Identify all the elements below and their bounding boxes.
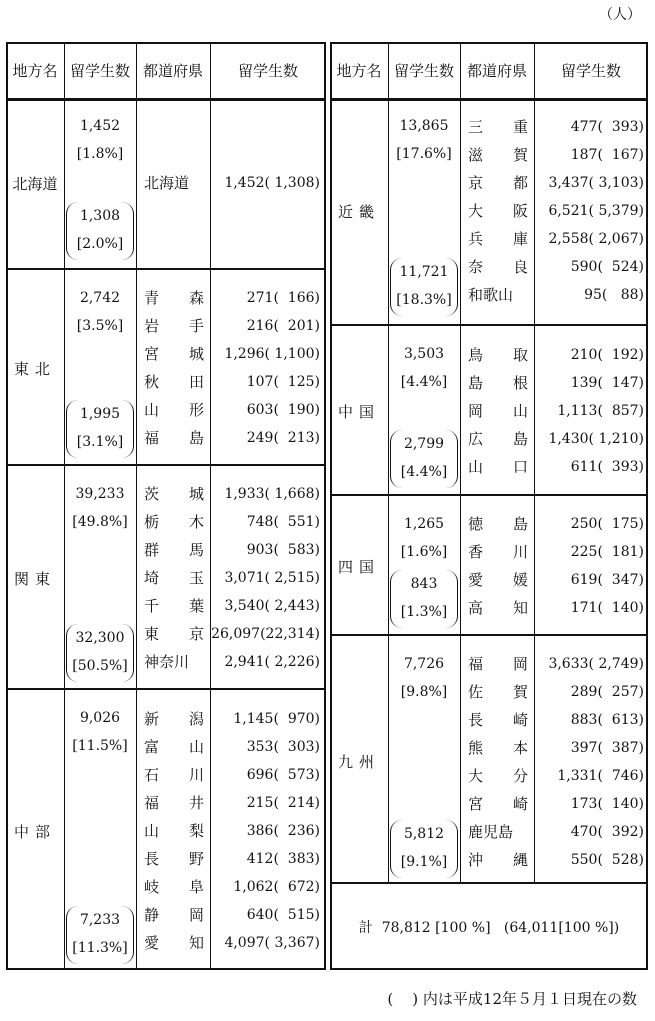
prefecture-label: 石 川: [144, 766, 204, 784]
region-total: 1,452: [79, 118, 121, 134]
prefecture-name: [460, 790, 532, 818]
prefecture-count: 353( 303): [246, 739, 320, 755]
prefecture-count: 1,452( 1,308): [224, 175, 320, 191]
footnote: ( ) 内は平成12年５月１日現在の数: [387, 990, 637, 1008]
prefecture-label: 三 重: [468, 118, 528, 136]
prefecture-label: 沖 縄: [468, 851, 528, 869]
header-students: 留学生数: [393, 61, 454, 80]
table-right-half: [330, 42, 648, 970]
region-previous: [390, 430, 458, 488]
prefecture-label: 福 島: [144, 429, 204, 447]
prefecture-label: 山 梨: [144, 822, 204, 840]
prefecture-count: 748( 551): [246, 514, 320, 530]
prefecture-label: 香 川: [468, 543, 528, 561]
region-total: 9,026: [79, 710, 121, 726]
prefecture-label: 奈 良: [468, 258, 528, 276]
prefecture-name: [136, 564, 208, 592]
prefecture-name: [460, 818, 532, 846]
prefecture-count: 640( 515): [246, 907, 320, 923]
prefecture-count: 173( 140): [570, 796, 644, 812]
prefecture-label: 大 分: [468, 767, 528, 785]
region-percent: [1.6%]: [400, 544, 448, 560]
prefecture-count: 3,633( 2,749): [548, 656, 644, 672]
prefecture-count: 1,113( 857): [557, 403, 644, 419]
previous-percent: [3.1%]: [76, 434, 124, 450]
prefecture-label: 福 井: [144, 794, 204, 812]
previous-total: 2,799: [403, 436, 445, 452]
prefecture-label: 北海道: [144, 174, 190, 192]
prefecture-name: [136, 536, 208, 564]
header-students: 留学生数: [69, 61, 130, 80]
region-percent: [17.6%]: [396, 146, 452, 162]
previous-percent: [1.3%]: [400, 604, 448, 620]
header-prefecture: 都道府県: [466, 61, 527, 80]
prefecture-label: 茨 城: [144, 485, 204, 503]
header-pref-students: 留学生数: [560, 61, 621, 80]
prefecture-label: 岩 手: [144, 317, 204, 335]
region-total: 7,726: [403, 656, 445, 672]
prefecture-label: 岡 山: [468, 402, 528, 420]
prefecture-label: 山 口: [468, 458, 528, 476]
prefecture-label: 埼 玉: [144, 569, 204, 587]
students-table: [6, 42, 648, 970]
prefecture-count: 250( 175): [570, 516, 644, 532]
table-left-half: [6, 42, 326, 970]
previous-percent: [18.3%]: [396, 292, 452, 308]
prefecture-label: 兵 庫: [468, 230, 528, 248]
prefecture-name: [460, 341, 532, 369]
previous-total: 7,233: [79, 912, 121, 928]
table-header-left: [6, 42, 326, 101]
prefecture-name: [460, 225, 532, 253]
prefecture-name: [136, 845, 208, 873]
region-percent: [49.8%]: [72, 514, 128, 530]
prefecture-count: 3,540( 2,443): [224, 598, 320, 614]
region-block: [6, 688, 326, 972]
prefecture-count: 470( 392): [570, 824, 644, 840]
prefecture-name: [136, 733, 208, 761]
unit-label: （人）: [599, 7, 641, 23]
region-block: [330, 634, 648, 886]
prefecture-count: 271( 166): [246, 290, 320, 306]
prefecture-name: [136, 705, 208, 733]
prefecture-name: [460, 538, 532, 566]
prefecture-name: [136, 648, 208, 676]
prefecture-name: [460, 281, 532, 309]
prefecture-count: 611( 393): [570, 459, 644, 475]
region-total: 13,865: [399, 118, 449, 134]
prefecture-count: 1,933( 1,668): [224, 486, 320, 502]
prefecture-name: [136, 620, 208, 648]
region-percent: [1.8%]: [76, 146, 124, 162]
prefecture-label: 京 都: [468, 174, 528, 192]
prefecture-name: [136, 929, 208, 957]
prefecture-label: 大 阪: [468, 202, 528, 220]
prefecture-label: 山 形: [144, 401, 204, 419]
region-name: 中国: [337, 402, 380, 421]
prefecture-label: 静 岡: [144, 906, 204, 924]
prefecture-label: 秋 田: [144, 373, 204, 391]
prefecture-label: 岐 阜: [144, 878, 204, 896]
prefecture-label: 神奈川: [144, 653, 190, 671]
region-block: [6, 98, 326, 268]
region-percent: [3.5%]: [76, 318, 124, 334]
prefecture-name: [460, 141, 532, 169]
prefecture-count: 139( 147): [570, 375, 644, 391]
prefecture-count: 2,941( 2,226): [224, 654, 320, 670]
prefecture-name: [136, 789, 208, 817]
table-header-right: [330, 42, 648, 101]
prefecture-name: [136, 340, 208, 368]
prefecture-name: [136, 368, 208, 396]
prefecture-label: 青 森: [144, 289, 204, 307]
prefecture-count: 903( 583): [246, 542, 320, 558]
prefecture-name: [460, 169, 532, 197]
previous-total: 5,812: [403, 826, 445, 842]
prefecture-label: 宮 崎: [468, 795, 528, 813]
prefecture-count: 187( 167): [570, 147, 644, 163]
prefecture-count: 1,331( 746): [557, 768, 644, 784]
header-region: 地方名: [336, 61, 382, 80]
region-total: 1,265: [403, 516, 445, 532]
prefecture-label: 栃 木: [144, 513, 204, 531]
prefecture-name: [136, 312, 208, 340]
region-block: [6, 464, 326, 690]
prefecture-count: 883( 613): [570, 712, 644, 728]
prefecture-count: 2,558( 2,067): [548, 231, 644, 247]
prefecture-count: 590( 524): [570, 259, 644, 275]
prefecture-name: [460, 650, 532, 678]
previous-percent: [2.0%]: [76, 236, 124, 252]
prefecture-name: [460, 706, 532, 734]
prefecture-count: 3,071( 2,515): [224, 570, 320, 586]
prefecture-label: 佐 賀: [468, 683, 528, 701]
prefecture-count: 1,296( 1,100): [224, 346, 320, 362]
prefecture-name: [460, 425, 532, 453]
prefecture-label: 長 崎: [468, 711, 528, 729]
prefecture-count: 386( 236): [246, 823, 320, 839]
prefecture-count: 225( 181): [570, 544, 644, 560]
prefecture-count: 210( 192): [570, 347, 644, 363]
header-pref-students: 留学生数: [237, 61, 298, 80]
prefecture-count: 249( 213): [246, 430, 320, 446]
prefecture-count: 215( 214): [246, 795, 320, 811]
prefecture-name: [136, 284, 208, 312]
prefecture-name: [460, 762, 532, 790]
prefecture-name: [136, 396, 208, 424]
prefecture-count: 3,437( 3,103): [548, 175, 644, 191]
prefecture-count: 216( 201): [246, 318, 320, 334]
region-block: [6, 268, 326, 466]
region-previous: [390, 258, 458, 316]
prefecture-count: 550( 528): [570, 852, 644, 868]
prefecture-name: [136, 508, 208, 536]
prefecture-count: 619( 347): [570, 572, 644, 588]
region-total: 3,503: [403, 346, 445, 362]
prefecture-label: 広 島: [468, 430, 528, 448]
previous-total: 1,308: [79, 208, 121, 224]
prefecture-name: [460, 253, 532, 281]
prefecture-name: [136, 592, 208, 620]
prefecture-label: 熊 本: [468, 739, 528, 757]
region-percent: [11.5%]: [72, 738, 128, 754]
prefecture-label: 鹿児島: [468, 823, 514, 841]
region-previous: [66, 624, 134, 682]
prefecture-label: 鳥 取: [468, 346, 528, 364]
prefecture-label: 宮 城: [144, 345, 204, 363]
prefecture-count: 95( 88): [584, 287, 644, 303]
prefecture-name: [460, 566, 532, 594]
prefecture-count: 1,430( 1,210): [548, 431, 644, 447]
prefecture-count: 6,521( 5,379): [548, 203, 644, 219]
prefecture-label: 群 馬: [144, 541, 204, 559]
region-previous: [66, 202, 134, 260]
previous-percent: [9.1%]: [400, 854, 448, 870]
prefecture-count: 412( 383): [246, 851, 320, 867]
prefecture-name: [460, 846, 532, 874]
prefecture-count: 477( 393): [570, 119, 644, 135]
header-prefecture: 都道府県: [142, 61, 203, 80]
prefecture-name: [136, 169, 208, 197]
region-name: 四国: [337, 557, 380, 576]
region-block: [330, 98, 648, 324]
region-percent: [9.8%]: [400, 684, 448, 700]
prefecture-name: [460, 197, 532, 225]
prefecture-name: [460, 678, 532, 706]
region-previous: [390, 820, 458, 878]
previous-percent: [11.3%]: [72, 940, 128, 956]
region-name: 北海道: [12, 174, 58, 193]
previous-total: 32,300: [75, 630, 125, 646]
prefecture-name: [460, 510, 532, 538]
prefecture-count: 289( 257): [570, 684, 644, 700]
region-name: 東北: [13, 359, 56, 378]
prefecture-label: 和歌山: [468, 286, 514, 304]
prefecture-count: 1,062( 672): [233, 879, 320, 895]
region-total: 39,233: [75, 486, 125, 502]
prefecture-label: 徳 島: [468, 515, 528, 533]
prefecture-count: 107( 125): [246, 374, 320, 390]
region-block: [330, 494, 648, 636]
prefecture-name: [136, 761, 208, 789]
prefecture-name: [460, 113, 532, 141]
prefecture-label: 富 山: [144, 738, 204, 756]
prefecture-label: 長 野: [144, 850, 204, 868]
region-block: [330, 324, 648, 496]
prefecture-count: 26,097(22,314): [211, 626, 320, 642]
prefecture-count: 603( 190): [246, 402, 320, 418]
region-total: 2,742: [79, 290, 121, 306]
prefecture-label: 千 葉: [144, 597, 204, 615]
region-previous: [390, 570, 458, 628]
prefecture-count: 1,145( 970): [233, 711, 320, 727]
prefecture-count: 696( 573): [246, 767, 320, 783]
prefecture-name: [460, 453, 532, 481]
prefecture-label: 愛 媛: [468, 571, 528, 589]
previous-percent: [50.5%]: [72, 658, 128, 674]
region-name: 九州: [337, 752, 380, 771]
region-previous: [66, 906, 134, 964]
prefecture-label: 東 京: [144, 625, 204, 643]
region-name: 中部: [13, 822, 56, 841]
prefecture-label: 新 潟: [144, 710, 204, 728]
previous-total: 11,721: [399, 264, 449, 280]
prefecture-label: 島 根: [468, 374, 528, 392]
prefecture-label: 福 岡: [468, 655, 528, 673]
region-percent: [4.4%]: [400, 374, 448, 390]
previous-percent: [4.4%]: [400, 464, 448, 480]
prefecture-name: [460, 734, 532, 762]
prefecture-name: [136, 901, 208, 929]
prefecture-name: [136, 817, 208, 845]
prefecture-name: [136, 424, 208, 452]
prefecture-count: 171( 140): [570, 600, 644, 616]
region-previous: [66, 400, 134, 458]
prefecture-count: 397( 387): [570, 740, 644, 756]
prefecture-name: [136, 480, 208, 508]
header-region: 地方名: [12, 61, 58, 80]
prefecture-name: [460, 369, 532, 397]
region-name: 近畿: [337, 202, 380, 221]
region-name: 関東: [13, 569, 56, 588]
previous-total: 1,995: [79, 406, 121, 422]
prefecture-label: 高 知: [468, 599, 528, 617]
prefecture-label: 愛 知: [144, 934, 204, 952]
prefecture-label: 滋 賀: [468, 146, 528, 164]
previous-total: 843: [410, 576, 438, 592]
prefecture-name: [136, 873, 208, 901]
prefecture-count: 4,097( 3,367): [224, 935, 320, 951]
prefecture-name: [460, 397, 532, 425]
grand-total: 計 78,812 [100 %] (64,011[100 %]): [330, 882, 648, 970]
prefecture-name: [460, 594, 532, 622]
